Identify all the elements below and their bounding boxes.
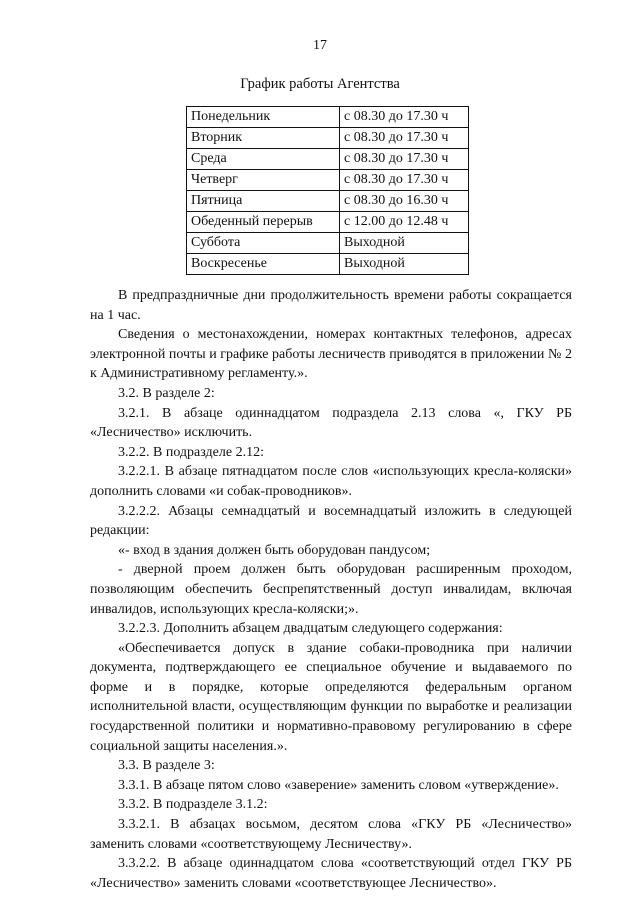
page-number: 17 bbox=[313, 38, 327, 53]
table-row bbox=[187, 170, 469, 191]
paragraph: 3.2. В разделе 2: bbox=[118, 385, 215, 401]
hours-cell: Выходной bbox=[340, 233, 469, 254]
hours-cell: с 08.30 до 17.30 ч bbox=[340, 170, 469, 191]
paragraph: Сведения о местонахождении, номерах контактных телефонов, адресах электронной почты и графике работы лесничеств приводятся в приложении № 2 к Административному регламенту.». bbox=[90, 327, 572, 382]
table-row bbox=[187, 212, 469, 233]
table-row bbox=[187, 149, 469, 170]
paragraph: 3.2.2. В подразделе 2.12: bbox=[118, 444, 264, 460]
table-row bbox=[187, 128, 469, 149]
table-row bbox=[187, 191, 469, 212]
table-row bbox=[187, 254, 469, 275]
paragraph: 3.2.1. В абзаце одиннадцатом подраздела 2.13 слова «, ГКУ РБ «Лесничество» исключить. bbox=[90, 405, 572, 441]
paragraph: 3.3.2.2. В абзаце одиннадцатом слова «соответствующий отдел ГКУ РБ «Лесничество» заменить словами «соответствующее Лесничество». bbox=[90, 856, 572, 891]
paragraph: - дверной проем должен быть оборудован расширенным проходом, позволяющим обеспечить беспрепятственный доступ инвалидам, включая инвалидов, использующих кресла-коляски;». bbox=[90, 562, 572, 617]
paragraph: 3.2.2.2. Абзацы семнадцатый и восемнадцатый изложить в следующей редакции: bbox=[90, 503, 572, 539]
paragraph: 3.3.2.1. В абзацах восьмом, десятом слова «ГКУ РБ «Лесничество» заменить словами «соответствующему Лесничеству». bbox=[90, 817, 572, 852]
paragraph: 3.3.2. В подразделе 3.1.2: bbox=[118, 797, 268, 813]
hours-cell: с 08.30 до 17.30 ч bbox=[340, 107, 469, 128]
schedule-title: График работы Агентства bbox=[240, 76, 400, 92]
paragraph: «Обеспечивается допуск в здание собаки-проводника при наличии документа, подтверждающего ее специальное обучение и выдаваемого по форме и в порядке, которые определяются федеральным органом исполнительной власти, осуществляющим функции по выработке и реализации государственной политики и нормативно-правовому регулированию в сфере социальной защиты населения.». bbox=[90, 640, 572, 754]
paragraph: «- вход в здания должен быть оборудован пандусом; bbox=[118, 542, 431, 558]
document-body bbox=[90, 286, 572, 893]
day-cell: Среда bbox=[187, 149, 340, 170]
hours-cell: с 08.30 до 17.30 ч bbox=[340, 128, 469, 149]
paragraph: 3.3. В разделе 3: bbox=[118, 758, 215, 774]
day-cell: Воскресенье bbox=[187, 254, 340, 275]
schedule-table bbox=[186, 106, 469, 275]
table-row bbox=[187, 233, 469, 254]
day-cell: Суббота bbox=[187, 233, 340, 254]
hours-cell: с 08.30 до 17.30 ч bbox=[340, 149, 469, 170]
day-cell: Вторник bbox=[187, 128, 340, 149]
paragraph: 3.2.2.1. В абзаце пятнадцатом после слов «использующих кресла-коляски» дополнить словами «и собак-проводников». bbox=[90, 464, 572, 499]
hours-cell: с 08.30 до 16.30 ч bbox=[340, 191, 469, 212]
paragraph: В предпраздничные дни продолжительность времени работы сокращается на 1 час. bbox=[90, 288, 572, 323]
paragraph: 3.3.1. В абзаце пятом слово «заверение» заменить словом «утверждение». bbox=[118, 777, 559, 793]
day-cell: Четверг bbox=[187, 170, 340, 191]
hours-cell: с 12.00 до 12.48 ч bbox=[340, 212, 469, 233]
paragraph: 3.2.2.3. Дополнить абзацем двадцатым следующего содержания: bbox=[118, 621, 503, 637]
day-cell: Обеденный перерыв bbox=[187, 212, 340, 233]
day-cell: Пятница bbox=[187, 191, 340, 212]
day-cell: Понедельник bbox=[187, 107, 340, 128]
table-row bbox=[187, 107, 469, 128]
hours-cell: Выходной bbox=[340, 254, 469, 275]
